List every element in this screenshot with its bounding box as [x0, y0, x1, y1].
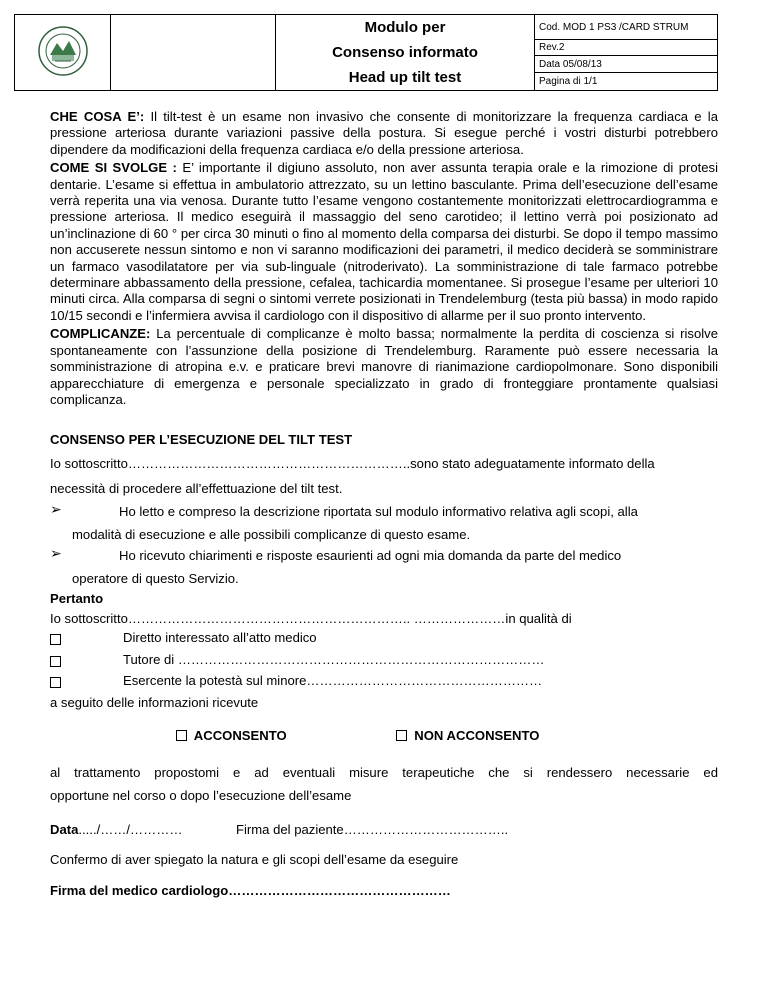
consent-intro-line-2: necessità di procedere all’effettuazione del tilt test. — [50, 481, 343, 496]
document-date: Data 05/08/13 — [535, 56, 717, 73]
bullet-1-line-1: Ho letto e compreso la descrizione riportata sul modulo informativo relativa agli scopi, alla — [119, 504, 638, 519]
therefore-label: Pertanto — [50, 591, 104, 606]
document-code: Cod. MOD 1 PS3 /CARD STRUM — [535, 15, 717, 40]
option-direct-label: Diretto interessato all’atto medico — [123, 630, 317, 645]
checkbox-icon — [50, 634, 61, 645]
checkbox-icon — [50, 677, 61, 688]
section-how-text: E’ importante il digiuno assoluto, non aver assunta terapia orale e la rimozione di protesi dentarie. L’esame si effettua in ambulatorio attrezzato, su un lettino basculante. Prima dell’esecuzione dell’esame verrà reperita una via venosa. Durante tutto l’esame vengono costantemente monitorizzati elettrocardiogramma e pressione arteriosa. Il medico eseguirà il massaggio del seno carotideo; il lettino verrà poi posizionato ad un’inclinazione di 60 ° per circa 30 minuti o fino al momento della comparsa dei disturbi. Se dopo il tempo massimo non accuserete nessun sintomo e non vi saranno modificazioni dei parametri, il medico deciderà se somministrare un farmaco vasodilatatore per via sub-linguale (nitroderivato). La somministrazione di tale farmaco potrebbe determinare abbassamento della pressione, cefalea, tachicardia momentanee. Si prosegue l’esame per ulteriori 10 minuti circa. Alla comparsa di segni o sintomi verrete posizionati in Trendelemburg (testa più bassa) in modo rapido 10/15 secondi e l’infermiera avvisa il cardiologo con il dispositivo di allarme per il suo pronto intervento. — [50, 160, 718, 323]
signer-line[interactable]: Io sottoscritto……………………………………………………….. …………………in qualità di — [50, 611, 572, 626]
accept-label: ACCONSENTO — [193, 728, 287, 743]
refuse-option[interactable] — [396, 728, 539, 743]
form-title-line-2: Consenso informato — [332, 44, 478, 61]
checkbox-icon — [50, 656, 61, 667]
checkbox-icon — [396, 730, 407, 741]
form-title-line-1: Modulo per — [364, 19, 446, 36]
refuse-label: NON ACCONSENTO — [414, 728, 540, 743]
bullet-2-line-2: operatore di questo Servizio. — [72, 571, 239, 586]
section-what-text: Il tilt-test è un esame non invasivo che consente di monitorizzare la frequenza cardiaca e la pressione arteriosa durante variazioni passive della postura. Si esegue perché i vostri disturbi potrebbero dipendere da modificazioni della frequenza cardiaca e/o della pressione arteriosa. — [50, 109, 718, 157]
section-complications-heading: COMPLICANZE: — [50, 326, 151, 342]
section-how — [50, 160, 718, 324]
document-meta — [535, 15, 717, 90]
hospital-logo-icon — [37, 25, 89, 77]
bullet-arrow-icon: ➢ — [50, 545, 62, 561]
option-guardian-checkbox[interactable] — [50, 654, 61, 669]
date-field[interactable] — [50, 822, 182, 837]
page-number: Pagina di 1/1 — [539, 76, 598, 87]
title-cell — [275, 15, 535, 90]
section-what — [50, 109, 718, 158]
section-what-heading: CHE COSA E’: — [50, 109, 145, 124]
date-label: Data — [50, 822, 79, 837]
confirm-text: Confermo di aver spiegato la natura e gli scopi dell’esame da eseguire — [50, 852, 459, 867]
treatment-line-2: opportune nel corso o dopo l’esecuzione dell’esame — [50, 788, 352, 803]
following-text: a seguito delle informazioni ricevute — [50, 695, 259, 710]
bullet-1-line-2: modalità di esecuzione e alle possibili complicanze di questo esame. — [72, 527, 471, 542]
document-revision: Rev.2 — [535, 40, 717, 56]
form-title-line-3: Head up tilt test — [348, 69, 462, 86]
section-complications-text: La percentuale di complicanze è molto bassa; normalmente la perdita di coscienza si risolve spontaneamente con l’assunzione della posizione di Trendelemburg. Raramente può essere necessaria la somministrazione di atropina e.v. e praticare brevi manovre di rianimazione cardiopolmonare. Sono disponibili apparecchiature di emergenza e personale specializzato in grado di fronteggiare prontamente qualsiasi complicanza. — [50, 326, 718, 407]
checkbox-icon — [176, 730, 187, 741]
option-parent-label[interactable]: Esercente la potestà sul minore……………………………………………… — [123, 673, 543, 688]
section-complications — [50, 326, 718, 408]
section-how-heading: COME SI SVOLGE : — [50, 160, 177, 176]
bullet-arrow-icon: ➢ — [50, 501, 62, 517]
option-guardian-label[interactable]: Tutore di ………………………………………………………………………… — [123, 652, 545, 667]
accept-option[interactable] — [176, 728, 287, 743]
information-text — [50, 109, 718, 408]
option-direct-checkbox[interactable] — [50, 632, 61, 647]
option-parent-checkbox[interactable] — [50, 675, 61, 690]
patient-signature-field[interactable]: Firma del paziente……………………………….. — [236, 822, 509, 837]
document-header — [14, 14, 718, 91]
treatment-line-1: al trattamento propostomi e ad eventuali misure terapeutiche che si rendessero necessarie ed — [50, 765, 718, 780]
bullet-2-line-1: Ho ricevuto chiarimenti e risposte esaurienti ad ogni mia domanda da parte del medico — [119, 548, 622, 563]
consent-intro-line-1[interactable]: Io sottoscritto………………………………………………………..sono stato adeguatamente informato della — [50, 456, 655, 471]
logo-cell — [15, 15, 111, 90]
doctor-signature-field[interactable]: Firma del medico cardiologo…………………………………………… — [50, 883, 451, 898]
consent-heading: CONSENSO PER L’ESECUZIONE DEL TILT TEST — [50, 432, 353, 447]
date-dots: ...../……/………… — [78, 822, 183, 837]
